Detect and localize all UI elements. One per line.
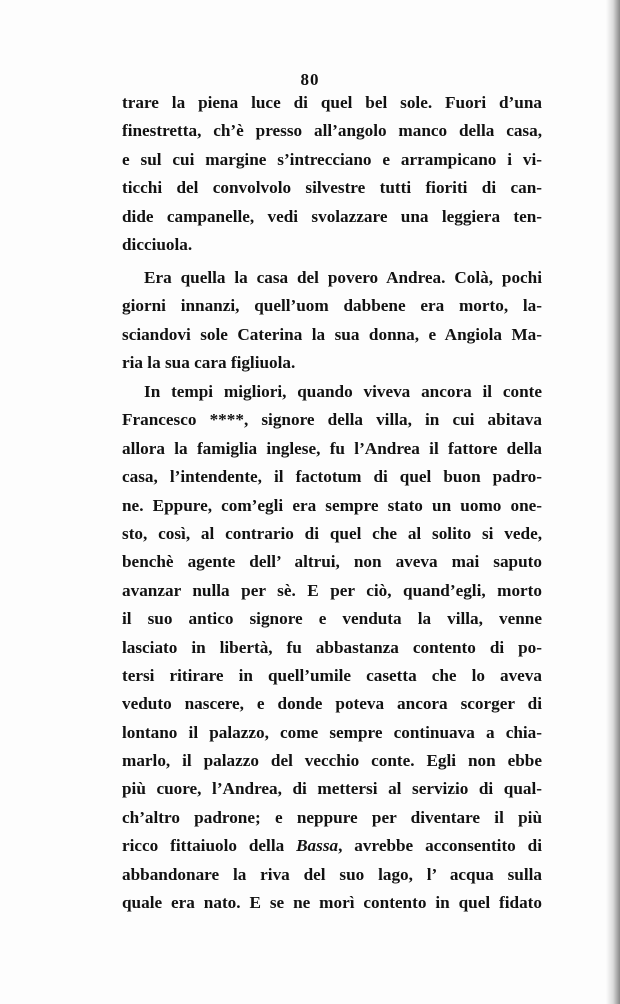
text-line: allora la famiglia inglese, fu l’Andrea il fattore della bbox=[122, 438, 542, 458]
text-line: sto, così, al contrario di quel che al solito si vede, bbox=[122, 523, 542, 543]
text-line: finestretta, ch’è presso all’angolo manco della casa, bbox=[122, 121, 542, 141]
text-line: casa, l’intendente, il factotum di quel buon padro- bbox=[122, 467, 542, 487]
text-line: Francesco ****, signore della villa, in cui abitava bbox=[122, 410, 542, 430]
paragraph-2 bbox=[122, 264, 542, 378]
italic-word: Bassa bbox=[296, 836, 339, 856]
text-line: ne. Eppure, com’egli era sempre stato un uomo one- bbox=[122, 495, 542, 515]
text-line: sciandovi sole Caterina la sua donna, e Angiola Ma- bbox=[122, 324, 542, 344]
paragraph-1 bbox=[122, 89, 542, 259]
text-line: marlo, il palazzo del vecchio conte. Egli non ebbe bbox=[122, 751, 542, 771]
text-line: veduto nascere, e donde poteva ancora scorger di bbox=[122, 694, 542, 714]
text-line: benchè agente dell’ altrui, non aveva mai saputo bbox=[122, 552, 542, 572]
page-number: 80 bbox=[300, 70, 320, 89]
text-line: ticchi del convolvolo silvestre tutti fioriti di can- bbox=[122, 178, 542, 198]
text-line: dicciuola. bbox=[122, 234, 193, 254]
text-line: ch’altro padrone; e neppure per diventare il più bbox=[122, 807, 542, 827]
text-line: dide campanelle, vedi svolazzare una leggiera ten- bbox=[122, 206, 542, 226]
text-line: trare la piena luce di quel bel sole. Fuori d’una bbox=[122, 93, 542, 112]
text-line: giorni innanzi, quell’uom dabbene era morto, la- bbox=[122, 296, 542, 316]
paragraph-3 bbox=[122, 378, 542, 917]
text-line: tersi ritirare in quell’umile casetta che lo aveva bbox=[122, 665, 542, 685]
text-line: abbandonare la riva del suo lago, l’ acqua sulla bbox=[122, 864, 542, 884]
text-line: avanzar nulla per sè. E per ciò, quand’egli, morto bbox=[122, 580, 542, 600]
text-line: il suo antico signore e venduta la villa, venne bbox=[122, 609, 542, 629]
text-line: ricco fittaiuolo della Bassa, avrebbe acconsentito di bbox=[122, 836, 542, 856]
text-line: lontano il palazzo, come sempre continuava a chia- bbox=[122, 722, 542, 742]
text-line: ria la sua cara figliuola. bbox=[122, 353, 296, 373]
text-line: più cuore, l’Andrea, di mettersi al servizio di qual- bbox=[122, 779, 542, 799]
text-line: In tempi migliori, quando viveva ancora il conte bbox=[144, 382, 542, 401]
text-line: lasciato in libertà, fu abbastanza contento di po- bbox=[122, 637, 542, 657]
text-line: Era quella la casa del povero Andrea. Colà, pochi bbox=[144, 268, 542, 287]
page-edge-shadow bbox=[606, 0, 620, 1004]
text-line: e sul cui margine s’intrecciano e arrampicano i vi- bbox=[122, 149, 542, 169]
text-line: quale era nato. E se ne morì contento in quel fidato bbox=[122, 893, 542, 913]
